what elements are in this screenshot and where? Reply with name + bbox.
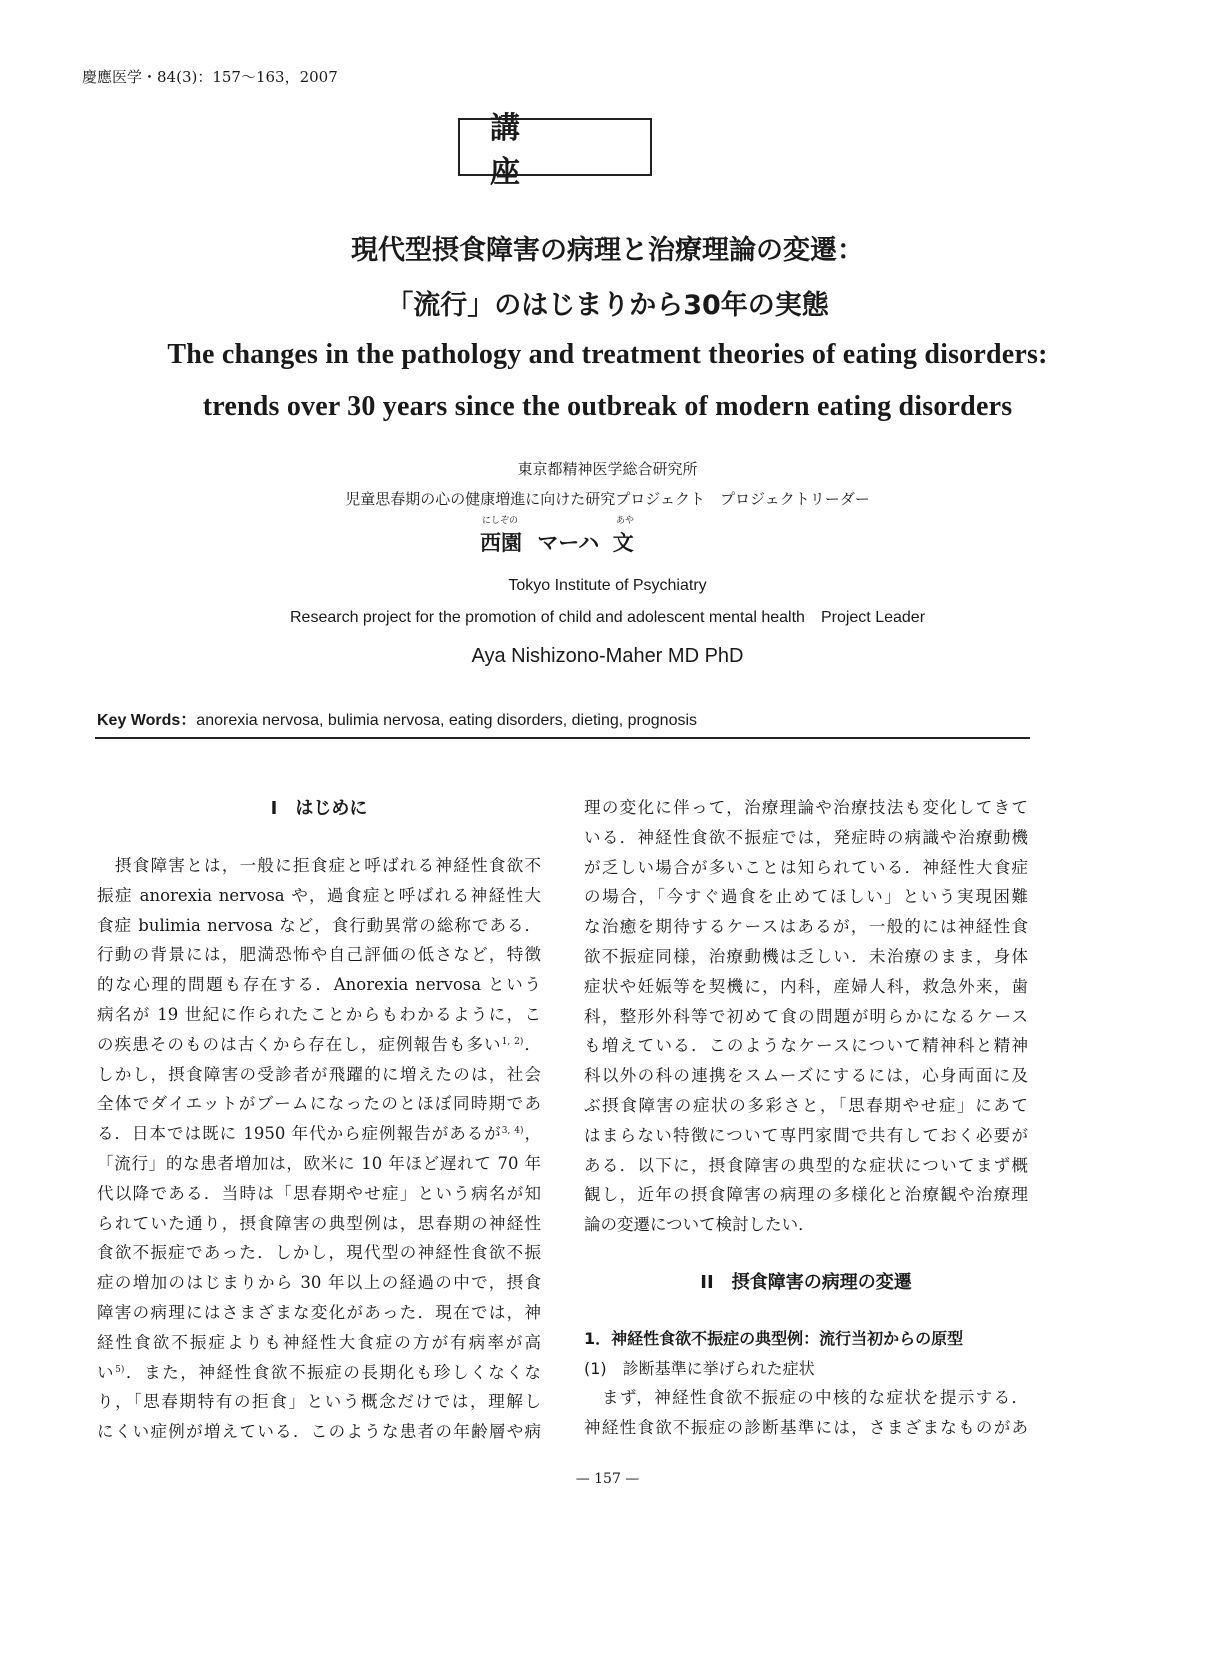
text-line-content: 障害の病理にはさまざまな変化があった．現在では，神 bbox=[97, 1302, 541, 1322]
text-line bbox=[97, 970, 541, 1000]
text-line-content: 食症 bulimia nervosa など，食行動異常の総称である． bbox=[97, 915, 541, 935]
text-line-content: 論の変遷について検討したい． bbox=[584, 1215, 815, 1235]
citation-superscript: 1, 2) bbox=[501, 1036, 524, 1047]
title-ja-2: 「流行」のはじまりから30年の実態 bbox=[386, 290, 829, 321]
text-line-content: ． bbox=[523, 1034, 542, 1054]
text-line bbox=[584, 972, 1028, 1002]
text-line bbox=[97, 911, 541, 941]
text-line bbox=[97, 1209, 541, 1239]
text-line bbox=[97, 1298, 541, 1328]
text-line-content: ， bbox=[523, 1124, 542, 1144]
text-line-content: まず，神経性食欲不振症の中核的な症状を提示する． bbox=[602, 1388, 1028, 1407]
text-line-content: ぶ摂食障害の症状の多彩さと，「思春期やせ症」にあて bbox=[584, 1095, 1028, 1115]
ruby-family: にしぞの bbox=[482, 516, 519, 526]
section-2-heading: II 摂食障害の病理の変遷 bbox=[700, 1272, 912, 1293]
text-line bbox=[97, 1238, 541, 1268]
text-line-content: はまらない特徴について専門家間で共有しておく必要が bbox=[584, 1125, 1028, 1145]
text-line bbox=[584, 1151, 1028, 1181]
text-line-content: いる．神経性食欲不振症では，発症時の病識や治療動機 bbox=[584, 827, 1028, 847]
text-line-content: が乏しい場合が多いことは知られている．神経性大食症 bbox=[584, 857, 1028, 877]
text-line bbox=[584, 942, 1028, 972]
text-line-content: 症の増加のはじまりから 30 年以上の経過の中で，摂食 bbox=[97, 1273, 541, 1293]
name-given: 文 bbox=[612, 531, 634, 555]
text-line-content: 食欲不振症であった．しかし，現代型の神経性食欲不振 bbox=[97, 1243, 541, 1263]
text-line bbox=[584, 1121, 1028, 1151]
keywords-label: Key Words： bbox=[97, 712, 197, 729]
text-line-content: 代以降である．当時は「思春期やせ症」という病名が知 bbox=[97, 1183, 541, 1203]
text-line bbox=[97, 1387, 541, 1417]
text-line bbox=[584, 1091, 1028, 1121]
text-line bbox=[97, 1119, 541, 1149]
text-line-content: る．日本では既に 1950 年代から症例報告があるが bbox=[97, 1124, 502, 1144]
text-line bbox=[97, 1417, 541, 1447]
text-line-content: の場合，「今すぐ過食を止めてほしい」という実現困難 bbox=[584, 887, 1028, 907]
subsection-1-1-heading: (1) 診断基準に挙げられた症状 bbox=[584, 1359, 815, 1378]
text-line-content: の疾患そのものは古くから存在し，症例報告も多い bbox=[97, 1034, 502, 1054]
name-middle: マーハ bbox=[537, 531, 600, 555]
affiliation-en-1: Tokyo Institute of Psychiatry bbox=[508, 577, 707, 594]
affiliation-en-2: Research project for the promotion of child and adolescent mental health Project Leader bbox=[289, 609, 926, 626]
text-line bbox=[584, 793, 1028, 823]
text-line bbox=[584, 1031, 1028, 1061]
text-line bbox=[584, 823, 1028, 853]
text-line-content: 全体でダイエットがブームになったのとほぼ同時期であ bbox=[97, 1094, 541, 1114]
text-line-content: 神経性食欲不振症の診断基準には，さまざまなものがあ bbox=[584, 1417, 1028, 1437]
journal-citation: 慶應医学・84(3)：157〜163，2007 bbox=[82, 68, 338, 86]
text-line bbox=[584, 882, 1028, 912]
text-line bbox=[97, 851, 541, 881]
text-line bbox=[584, 1413, 1028, 1443]
text-line bbox=[97, 1358, 541, 1388]
right-column-body bbox=[584, 793, 1028, 1240]
title-en-1: The changes in the pathology and treatment theories of eating disorders: bbox=[167, 339, 1048, 370]
text-line bbox=[97, 1179, 541, 1209]
text-line bbox=[97, 1060, 541, 1090]
category-box: 講 座 bbox=[458, 118, 652, 176]
author-name-ja bbox=[480, 527, 634, 557]
text-line bbox=[97, 1328, 541, 1358]
text-line-content: しかし，摂食障害の受診者が飛躍的に増えたのは，社会 bbox=[97, 1064, 541, 1084]
text-line-content: られていた通り，摂食障害の典型例は，思春期の神経性 bbox=[97, 1213, 541, 1233]
text-line bbox=[97, 940, 541, 970]
text-line bbox=[97, 1089, 541, 1119]
text-line-content: 欲不振症同様，治療動機は乏しい．未治療のまま，身体 bbox=[584, 946, 1028, 966]
ruby-given: あや bbox=[616, 516, 635, 526]
text-line-content: ．また，神経性食欲不振症の長期化も珍しくなくな bbox=[124, 1362, 542, 1382]
text-line-content: にくい症例が増えている．このような患者の年齢層や病 bbox=[97, 1422, 541, 1442]
text-line-content: も増えている．このようなケースについて精神科と精神 bbox=[584, 1036, 1028, 1056]
text-line bbox=[97, 881, 541, 911]
text-line-content: 症状や妊娠等を契機に，内科，産婦人科，救急外来，歯 bbox=[584, 976, 1028, 996]
text-line bbox=[97, 1268, 541, 1298]
text-line bbox=[97, 1030, 541, 1060]
text-line-content: い bbox=[97, 1362, 116, 1382]
citation-superscript: 5) bbox=[115, 1364, 125, 1375]
text-line bbox=[97, 1000, 541, 1030]
text-line-content: 摂食障害とは，一般に拒食症と呼ばれる神経性食欲不 bbox=[115, 856, 542, 875]
text-line-content: 「流行」的な患者増加は，欧米に 10 年ほど遅れて 70 年 bbox=[97, 1153, 541, 1173]
citation-superscript: 3, 4) bbox=[501, 1126, 524, 1137]
text-line-content: 科，整形外科等で初めて食の問題が明らかになるケース bbox=[584, 1006, 1028, 1026]
text-line-content: な治癒を期待するケースはあるが，一般的には神経性食 bbox=[584, 917, 1028, 937]
title-en-2: trends over 30 years since the outbreak of modern eating disorders bbox=[202, 391, 1013, 422]
keywords-text: anorexia nervosa, bulimia nervosa, eating disorders, dieting, prognosis bbox=[196, 712, 698, 729]
text-line-content: 病名が 19 世紀に作られたことからもわかるように，こ bbox=[97, 1004, 541, 1024]
affiliation-ja-1: 東京都精神医学総合研究所 bbox=[517, 460, 698, 478]
divider bbox=[95, 737, 1030, 739]
name-family: 西園 bbox=[480, 531, 522, 555]
text-line-content: ある．以下に，摂食障害の典型的な症状についてまず概 bbox=[584, 1155, 1028, 1175]
section-1-heading: I はじめに bbox=[270, 798, 368, 819]
left-column-body bbox=[97, 851, 541, 1447]
keywords bbox=[97, 707, 697, 730]
text-line-content: 科以外の科の連携をスムーズにするには，心身両面に及 bbox=[584, 1066, 1028, 1086]
text-line bbox=[584, 1210, 1028, 1240]
text-line-content: 観し，近年の摂食障害の病理の多様化と治療観や治療理 bbox=[584, 1185, 1028, 1205]
author-name-en: Aya Nishizono-Maher MD PhD bbox=[471, 645, 744, 667]
text-line-content: 的な心理的問題も存在する．Anorexia nervosa という bbox=[97, 975, 541, 995]
section-2-body bbox=[584, 1383, 1028, 1443]
text-line-content: り，「思春期特有の拒食」という概念だけでは，理解し bbox=[97, 1392, 541, 1412]
text-line-content: 経性食欲不振症よりも神経性大食症の方が有病率が高 bbox=[97, 1332, 541, 1352]
text-line bbox=[584, 1002, 1028, 1032]
text-line-content: 行動の背景には，肥満恐怖や自己評価の低さなど，特徴 bbox=[97, 945, 541, 965]
subsection-1-heading: 1．神経性食欲不振症の典型例：流行当初からの原型 bbox=[584, 1329, 964, 1348]
affiliation-ja-2: 児童思春期の心の健康増進に向けた研究プロジェクト プロジェクトリーダー bbox=[345, 490, 870, 508]
title-ja-1: 現代型摂食障害の病理と治療理論の変遷： bbox=[351, 235, 864, 266]
page-number: — 157 — bbox=[575, 1471, 640, 1487]
text-line bbox=[584, 912, 1028, 942]
text-line bbox=[584, 1180, 1028, 1210]
text-line-content: 振症 anorexia nervosa や，過食症と呼ばれる神経性大 bbox=[97, 885, 541, 905]
text-line bbox=[584, 1061, 1028, 1091]
text-line bbox=[584, 1383, 1028, 1413]
text-line bbox=[584, 853, 1028, 883]
text-line-content: 理の変化に伴って，治療理論や治療技法も変化してきて bbox=[584, 798, 1028, 817]
text-line bbox=[97, 1149, 541, 1179]
